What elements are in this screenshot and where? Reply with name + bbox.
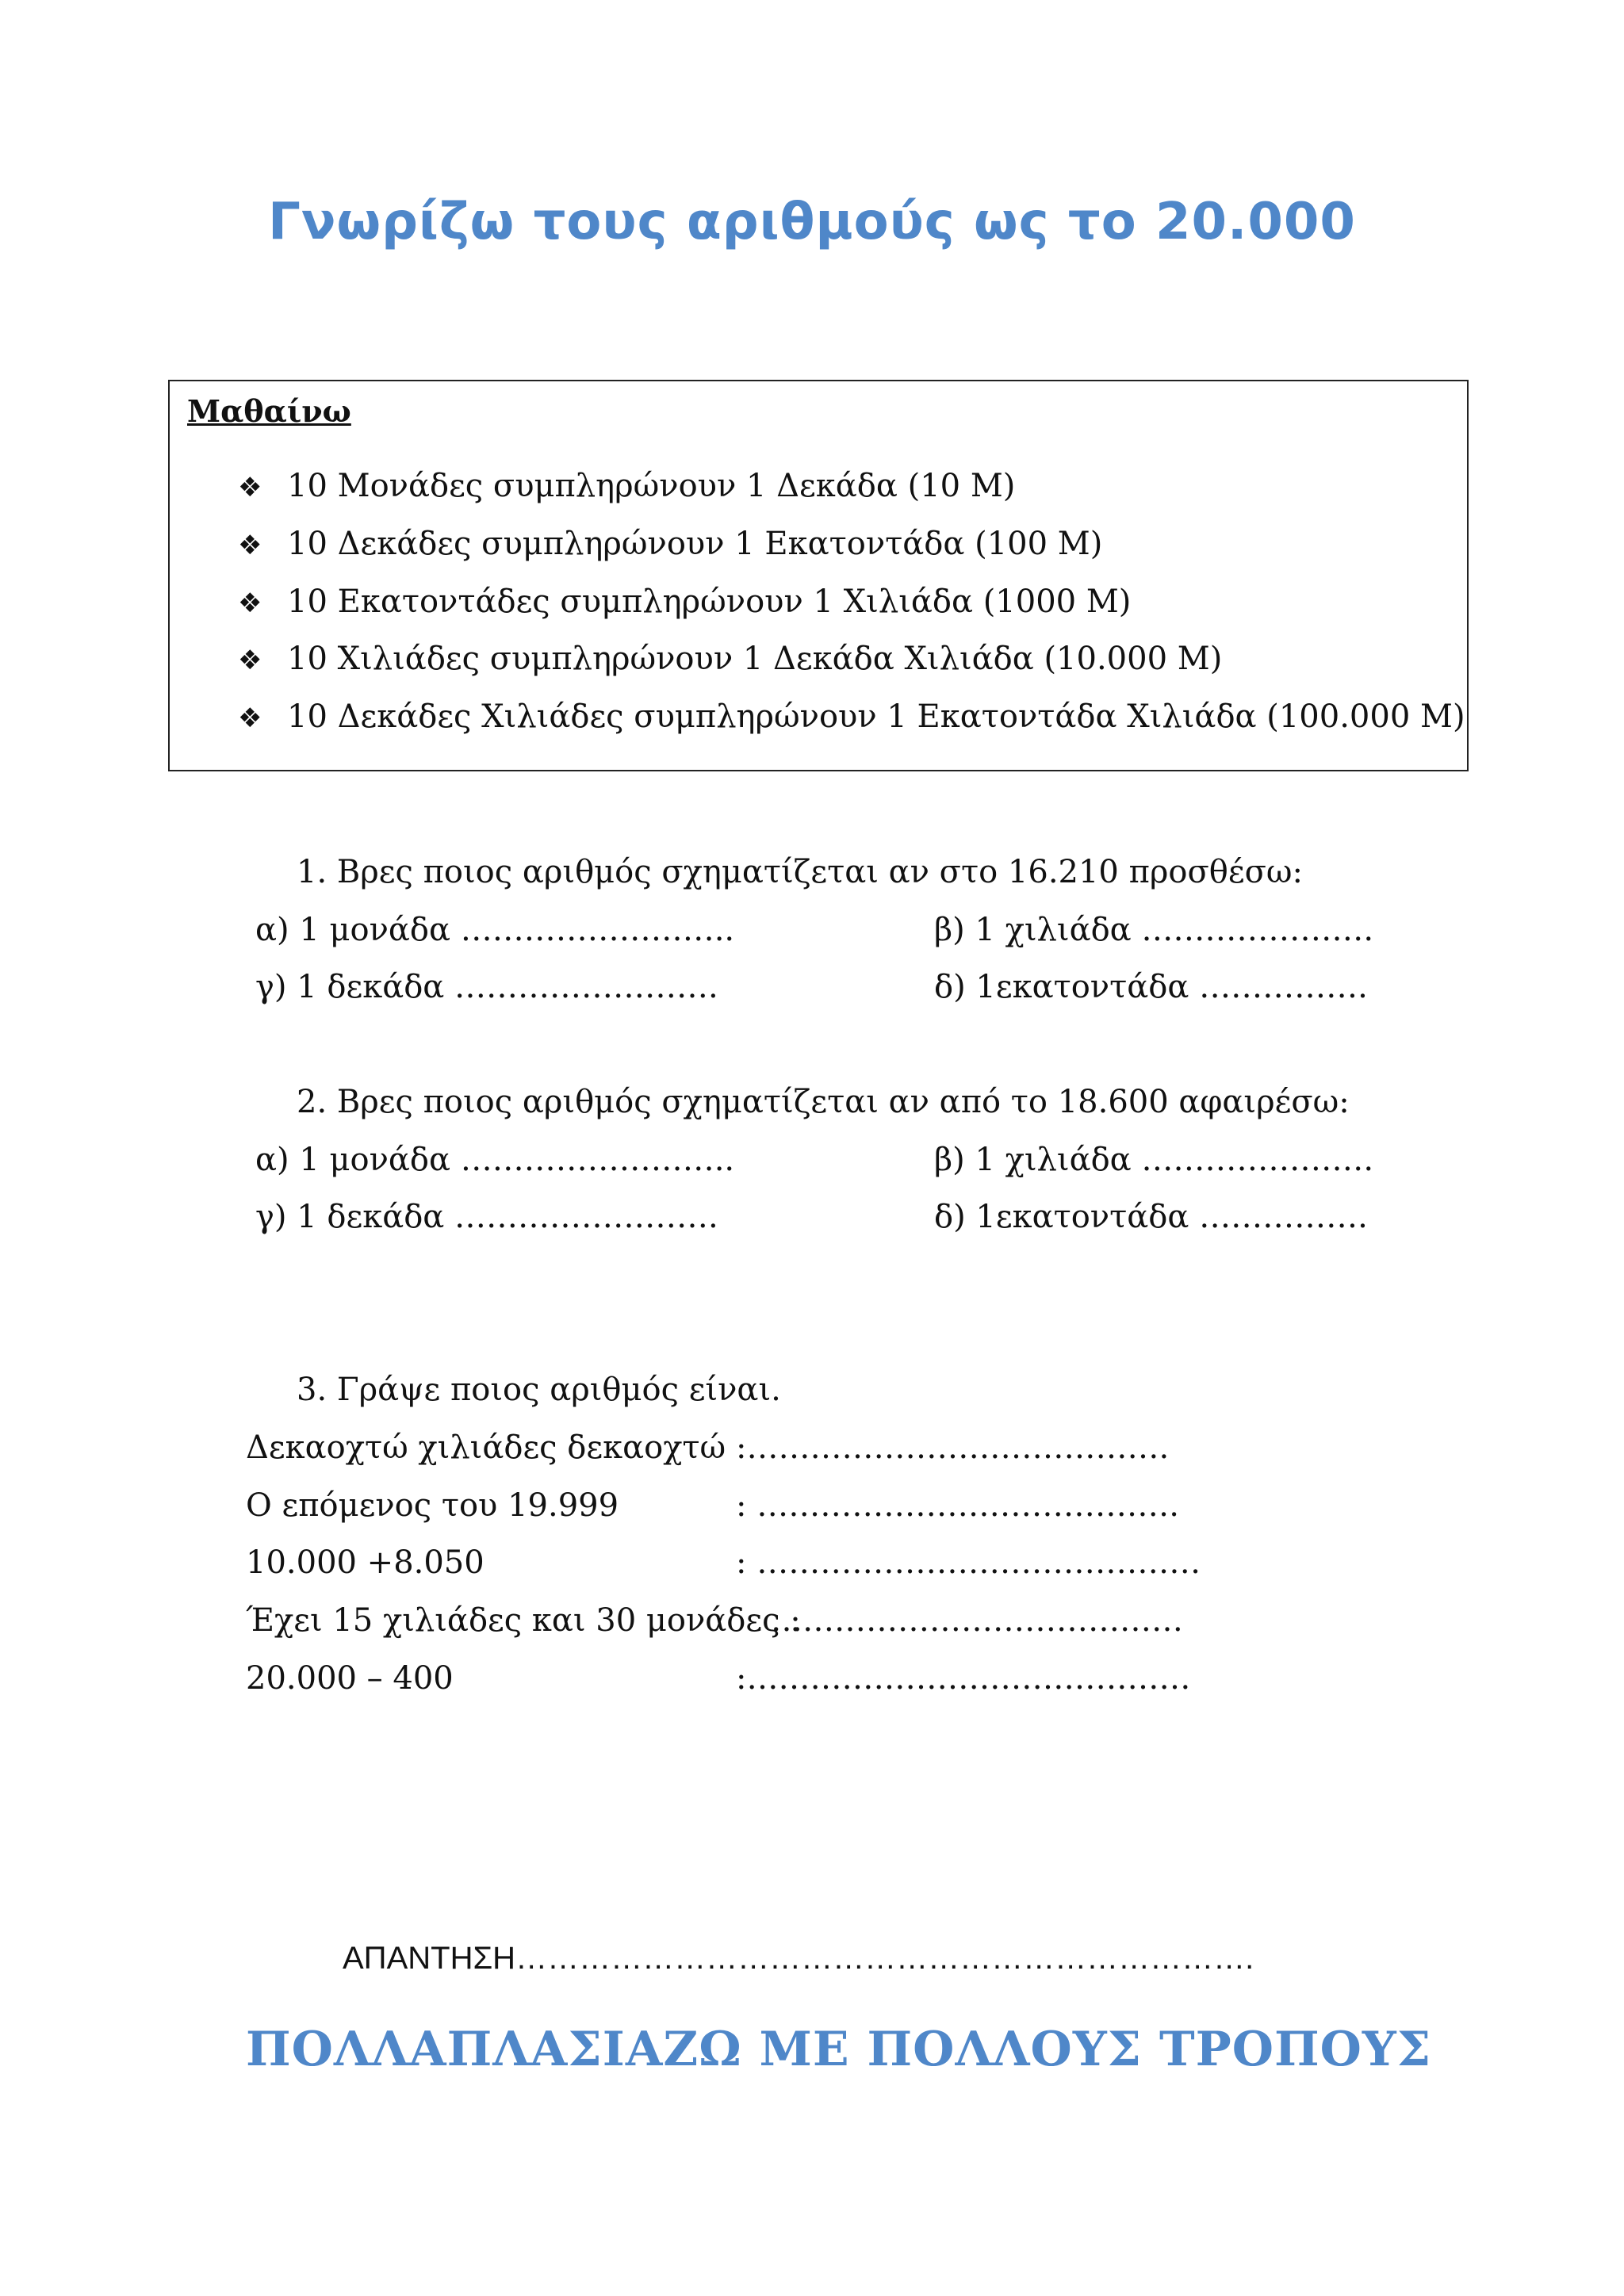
diamond-bullet-icon: ❖ bbox=[238, 702, 262, 734]
diamond-bullet-icon: ❖ bbox=[238, 530, 262, 561]
exercise3-row-label: Έχει 15 χιλιάδες και 30 μονάδες : bbox=[246, 1602, 801, 1639]
learn-item-text: 10 Εκατοντάδες συμπληρώνουν 1 Χιλιάδα (1000 Μ) bbox=[287, 584, 1132, 620]
exercise2-item-a: α) 1 μονάδα …………………….. bbox=[255, 1142, 735, 1178]
exercise3-row-blank: : …………………………………. bbox=[736, 1487, 1179, 1524]
exercise1-item-a: α) 1 μονάδα …………………….. bbox=[255, 912, 735, 948]
section-title: ΠΟΛΛΑΠΛΑΣΙΑΖΩ ΜΕ ΠΟΛΛΟΥΣ ΤΡΟΠΟΥΣ bbox=[246, 2022, 1432, 2077]
learn-item bbox=[238, 526, 1102, 562]
diamond-bullet-icon: ❖ bbox=[238, 472, 262, 503]
learn-item bbox=[238, 468, 1015, 504]
exercise1-item-d: δ) 1εκατοντάδα ……………. bbox=[934, 969, 1368, 1005]
diamond-bullet-icon: ❖ bbox=[238, 645, 262, 676]
exercise2-prompt: 2. Βρες ποιος αριθμός σχηματίζεται αν από το 18.600 αφαιρέσω: bbox=[297, 1084, 1350, 1120]
exercise3-row-label: Δεκαοχτώ χιλιάδες δεκαοχτώ bbox=[246, 1429, 726, 1466]
exercise1-item-b: β) 1 χιλιάδα …………………. bbox=[934, 912, 1374, 948]
exercise3-row-blank: :…………………………………… bbox=[736, 1660, 1191, 1697]
learn-item bbox=[238, 641, 1222, 677]
exercise3-row-label: 20.000 – 400 bbox=[246, 1660, 454, 1697]
exercise1-item-c: γ) 1 δεκάδα ……………………. bbox=[255, 969, 718, 1005]
exercise2-item-b: β) 1 χιλιάδα …………………. bbox=[934, 1142, 1374, 1178]
learn-item-text: 10 Μονάδες συμπληρώνουν 1 Δεκάδα (10 Μ) bbox=[287, 468, 1016, 504]
exercise3-row-label: 10.000 +8.050 bbox=[246, 1544, 485, 1581]
page-title: Γνωρίζω τους αριθμούς ως το 20.000 bbox=[268, 193, 1356, 251]
exercise2-item-d: δ) 1εκατοντάδα ……………. bbox=[934, 1199, 1368, 1235]
exercise1-prompt: 1. Βρες ποιος αριθμός σχηματίζεται αν στο 16.210 προσθέσω: bbox=[297, 854, 1303, 890]
learn-item-text: 10 Δεκάδες συμπληρώνουν 1 Εκατοντάδα (100 Μ) bbox=[287, 526, 1103, 562]
exercise3-row-blank: : …………………………………… bbox=[736, 1544, 1201, 1581]
learn-heading: Μαθαίνω bbox=[187, 393, 351, 429]
exercise2-item-c: γ) 1 δεκάδα ……………………. bbox=[255, 1199, 718, 1235]
exercise3-row-blank: :…………………………………. bbox=[736, 1429, 1170, 1466]
exercise3-row-label: Ο επόμενος του 19.999 bbox=[246, 1487, 619, 1524]
learn-item bbox=[238, 584, 1131, 620]
diamond-bullet-icon: ❖ bbox=[238, 587, 262, 619]
exercise3-prompt: 3. Γράψε ποιος αριθμός είναι. bbox=[297, 1372, 781, 1408]
answer-line: ΑΠΑΝΤΗΣΗ……………………………………………………………. bbox=[343, 1941, 1254, 1976]
exercise3-row-blank: ………………………………… bbox=[771, 1602, 1183, 1639]
learn-item bbox=[238, 698, 1465, 735]
learn-item-text: 10 Χιλιάδες συμπληρώνουν 1 Δεκάδα Χιλιάδα (10.000 Μ) bbox=[287, 641, 1223, 677]
learn-item-text: 10 Δεκάδες Χιλιάδες συμπληρώνουν 1 Εκατοντάδα Χιλιάδα (100.000 Μ) bbox=[287, 698, 1465, 735]
